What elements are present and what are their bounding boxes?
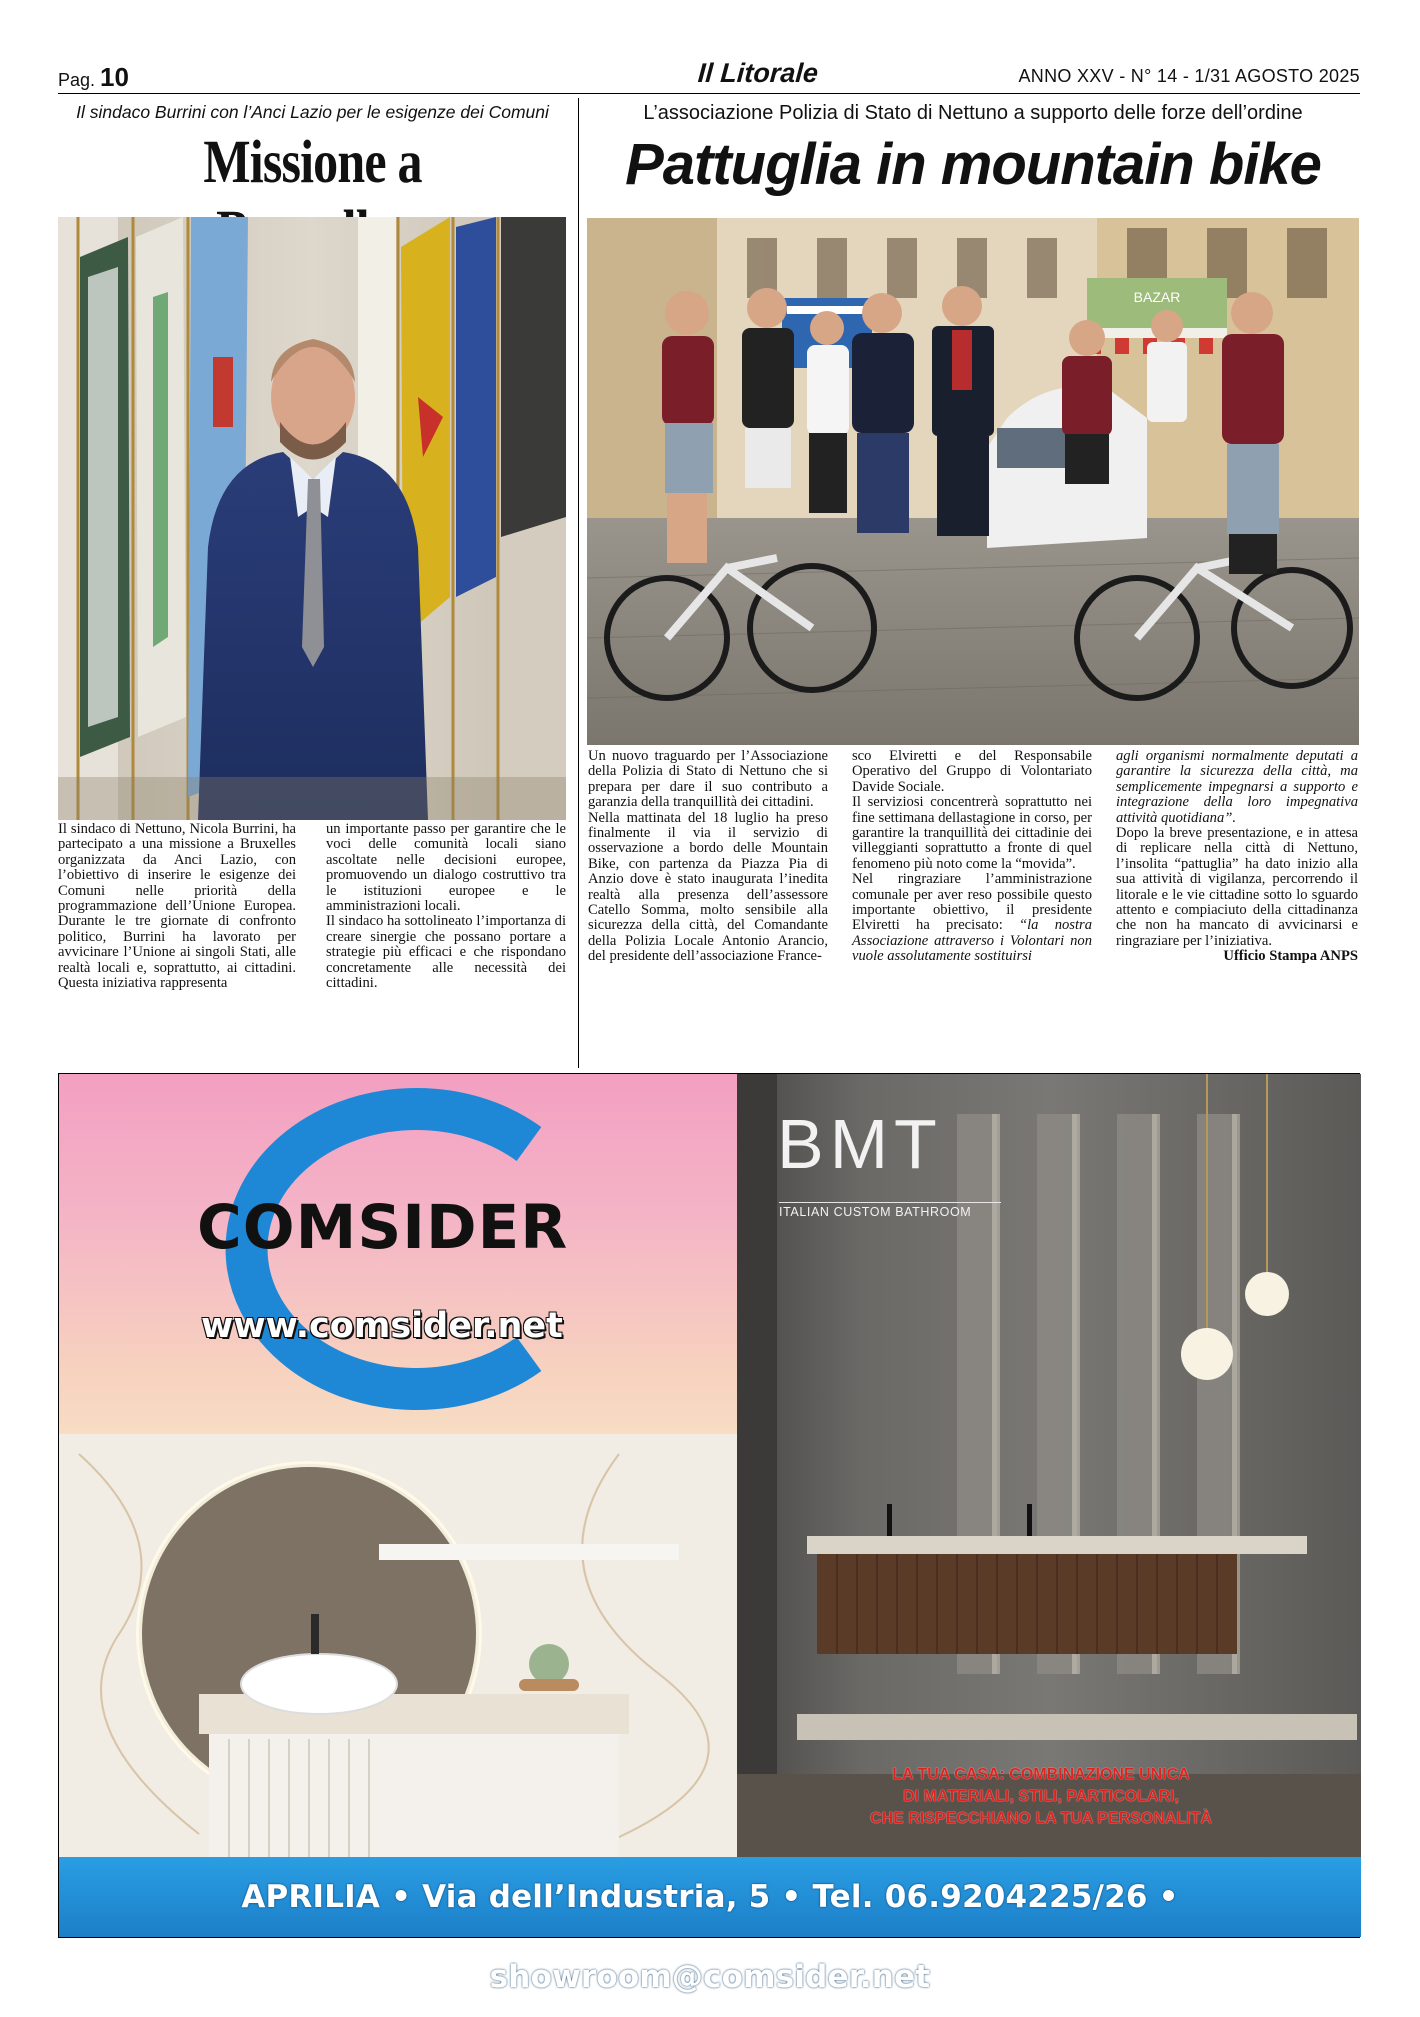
paragraph: Il sindaco di Nettuno, Nicola Burrini, ha partecipato a una missione a Bruxelles organizzata da Anci Lazio, con l’obiettivo di inserire le esigenze dei Comuni nelle priorità della programmazione dell’Unione Europea. Durante le tre giornate di confronto politico, Burrini ha lavorato per avvicinare l’Unione ai singoli Stati, alle realtà locali e, soprattutto, ai cittadini. Questa iniziativa rappresenta xyxy=(58,821,296,992)
page-number: Pag. 10 xyxy=(58,62,129,92)
paragraph: Un nuovo traguardo per l’Associazione della Polizia di Stato di Nettuno che si prepara per dare il suo contributo a garanzia della tranquillità dei cittadini. xyxy=(588,748,828,811)
left-article-kicker: Il sindaco Burrini con l’Anci Lazio per le esigenze dei Comuni xyxy=(76,102,549,122)
page-header xyxy=(58,58,1360,94)
slogan-line: LA TUA CASA: COMBINAZIONE UNICA xyxy=(892,1766,1190,1783)
left-article-column-2 xyxy=(326,822,566,991)
comsider-ad-panel xyxy=(59,1074,737,1857)
paragraph: Nella mattinata del 18 luglio ha preso finalmente il via il servizio di osservazione a bordo delle Mountain Bike, con partenza da Piazza Pia di Anzio dove è stato inaugurata l’inedita realtà alla presenza dell’assessore Catello Somma, molto sensibile alla sicurezza della città, del Comandante della Polizia Locale Antonio Arancio, del presidente dell’associazione France- xyxy=(588,809,828,965)
paragraph: Dopo la breve presentazione, e in attesa di replicare nella città di Nettuno, l’insolita “pattuglia” ha dato inizio alla sua attività di vigilanza, percorrendo il litorale e le vie cittadine sotto lo sguardo attento e compiaciuto della cittadinanza che non ha mancato di avvicinarsi e ringraziare per l’iniziativa. xyxy=(1116,825,1358,949)
comsider-website-link[interactable]: www.comsider.net xyxy=(201,1306,563,1346)
bike-patrol-illustration xyxy=(587,218,1359,745)
paragraph: un importante passo per garantire che le voci delle comunità locali siano ascoltate nelle decisioni europee, promuovendo un dialogo costruttivo tra le istituzioni europee e le amministrazioni locali. xyxy=(326,821,566,915)
paragraph: Nel ringraziare l’amministrazione comunale per aver reso possibile questo importante obiettivo, il presidente Elviretti ha precisato: “la nostra Associazione attraverso i Volontari non vuole assolutamente sostituirsi xyxy=(852,871,1093,965)
paragraph: sco Elviretti e del Responsabile Operativo del Gruppo di Volontariato Davide Sociale. xyxy=(852,748,1092,795)
quote-paragraph: agli organismi normalmente deputati a garantire la sicurezza della città, ma semplicemente impegnarsi a supporto e integrazione della loro impegnativa attività quotidiana”. xyxy=(1116,748,1358,826)
article-signature: Ufficio Stampa ANPS xyxy=(1223,948,1358,965)
comsider-advertisement[interactable] xyxy=(58,1073,1360,1995)
slogan-line: DI MATERIALI, STILI, PARTICOLARI, xyxy=(903,1788,1179,1805)
bmt-subtitle: ITALIAN CUSTOM BATHROOM xyxy=(779,1202,1001,1219)
right-article-column-2 xyxy=(852,749,1092,965)
contact-bar[interactable]: APRILIA • Via dell’Industria, 5 • Tel. 06.9204225/26 • showroom@comsider.net xyxy=(59,1857,1361,1937)
right-article-title: Pattuglia in mountain bike xyxy=(625,132,1321,197)
slogan-line: CHE RISPECCHIANO LA TUA PERSONALITÀ xyxy=(870,1810,1212,1827)
left-article-title: Missione a xyxy=(203,129,422,196)
paragraph: Il serviziosi concentrerà soprattutto nei fine settimana dellastagione in corso, per garantire la tranquillità dei cittadinie dei villeggianti soprattutto a fronte di quel fenomeno più noto come la “movida”. xyxy=(852,794,1092,872)
bmt-ad-panel xyxy=(737,1074,1361,1857)
ad-slogan xyxy=(831,1764,1251,1830)
masthead: Il Litorale xyxy=(696,58,820,88)
right-article-column-3 xyxy=(1116,749,1358,965)
bike-patrol-photo xyxy=(587,218,1359,745)
bazar-sign: BAZAR xyxy=(1133,289,1181,305)
column-divider xyxy=(578,98,579,1068)
mayor-photo xyxy=(58,217,566,820)
bmt-logo: BMT xyxy=(777,1105,943,1183)
mayor-photo-illustration xyxy=(58,217,566,820)
paragraph: Il sindaco ha sottolineato l’importanza di creare sinergie che possano portare a strategie più efficaci e che rispondano concretamente alle necessità dei cittadini. xyxy=(326,913,566,992)
comsider-brand-name: COMSIDER xyxy=(197,1192,569,1263)
left-article-column-1 xyxy=(58,822,296,991)
issue-info: ANNO XXV - N° 14 - 1/31 AGOSTO 2025 xyxy=(1018,66,1360,86)
bathroom-showroom-illustration xyxy=(737,1074,1361,1857)
right-article-kicker: L’associazione Polizia di Stato di Nettuno a supporto delle forze dell’ordine xyxy=(643,102,1303,124)
right-article-column-1 xyxy=(588,749,828,965)
